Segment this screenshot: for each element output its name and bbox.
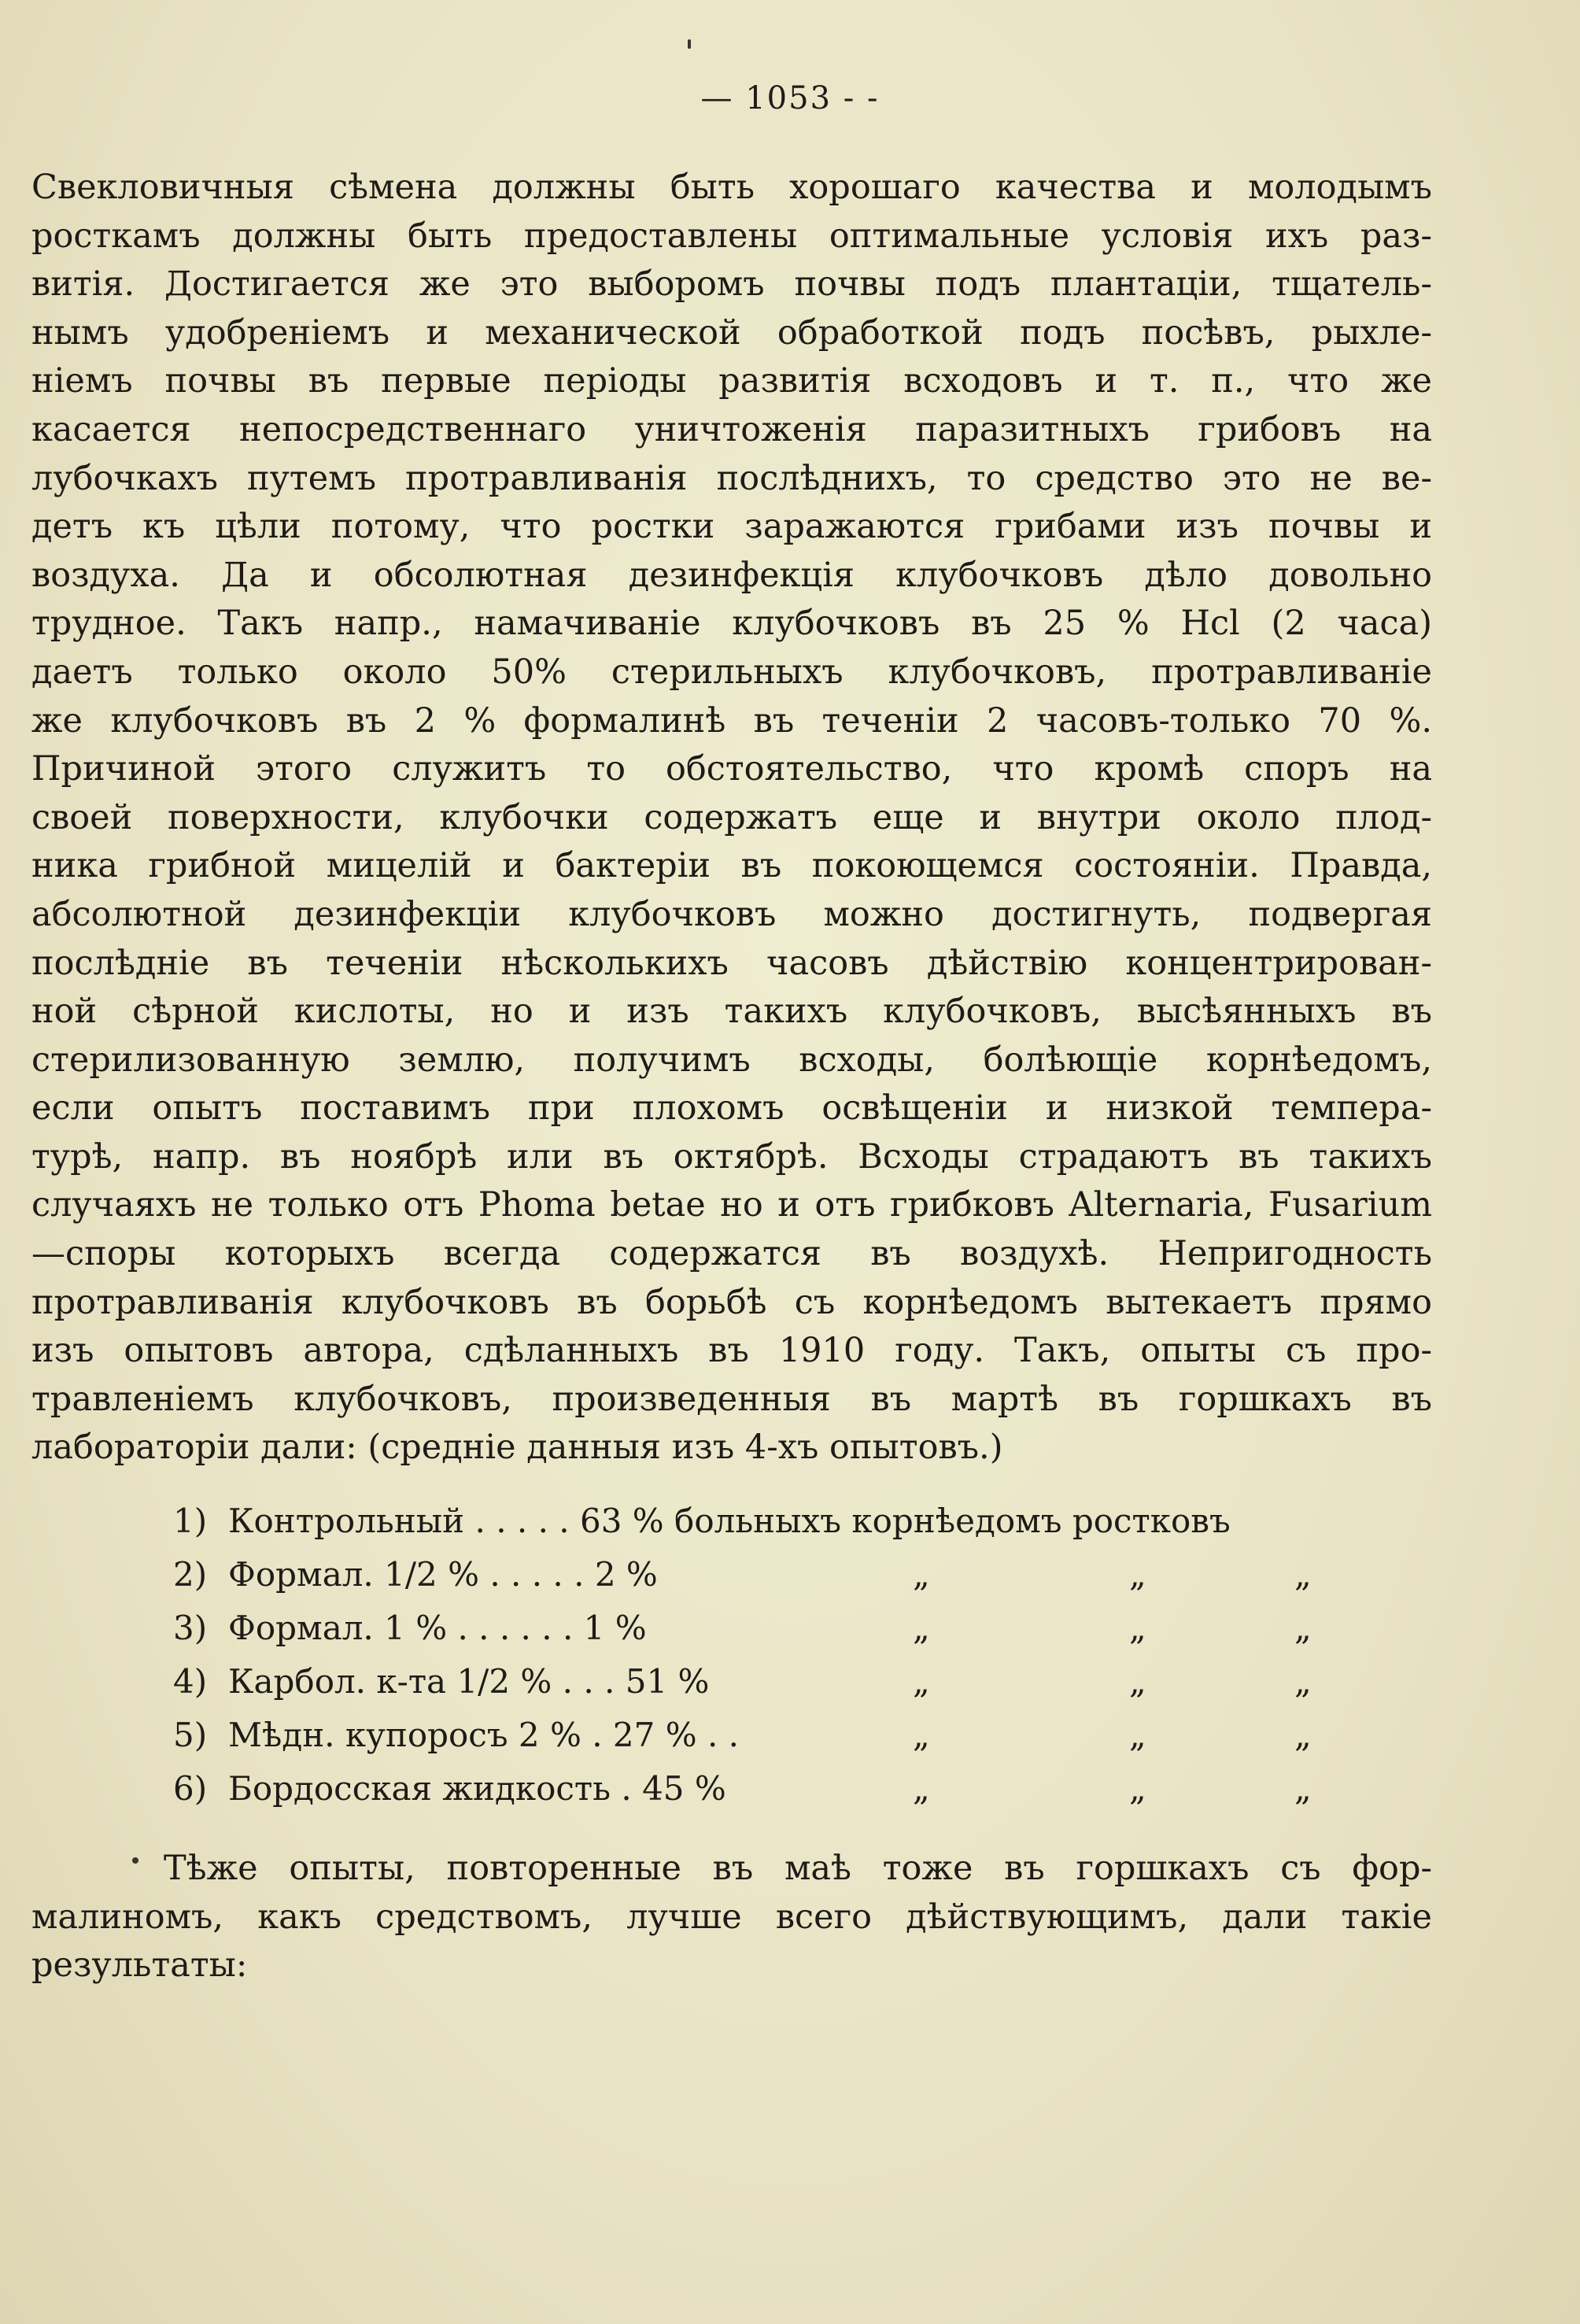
ditto-mark: „ xyxy=(913,1555,930,1594)
ink-speck xyxy=(688,39,691,49)
text-line: же клубочковъ въ 2 % формалинѣ въ теченіи 2 часовъ-только 70 %. xyxy=(31,700,1432,741)
text-line: ной сѣрной кислоты, но и изъ такихъ клубочковъ, высѣянныхъ въ xyxy=(31,992,1432,1032)
text-line: —споры которыхъ всегда содержатся въ воздухѣ. Непригодность xyxy=(31,1234,1432,1274)
text-line: детъ къ цѣли потому, что ростки заражаются грибами изъ почвы и xyxy=(31,507,1432,547)
text-line: малиномъ, какъ средствомъ, лучше всего дѣйствующимъ, дали такіе xyxy=(31,1897,1432,1937)
ditto-mark: „ xyxy=(1129,1716,1146,1754)
ditto-mark: „ xyxy=(1294,1769,1312,1808)
text-line: воздуха. Да и обсолютная дезинфекція клубочковъ дѣло довольно xyxy=(31,555,1432,595)
experiment-row xyxy=(173,1716,1432,1769)
experiment-result: Контрольный . . . . . 63 % больныхъ корнѣедомъ ростковъ xyxy=(228,1502,1231,1540)
text-line: стерилизованную землю, получимъ всходы, болѣющіе корнѣедомъ, xyxy=(31,1040,1432,1080)
ditto-mark: „ xyxy=(1129,1662,1146,1701)
experiment-number: 2) xyxy=(173,1555,208,1594)
ditto-mark: „ xyxy=(913,1716,930,1754)
ditto-mark: „ xyxy=(1294,1609,1312,1647)
ditto-mark: „ xyxy=(1129,1555,1146,1594)
paragraph-main xyxy=(31,164,1432,1472)
text-line: изъ опытовъ автора, сдѣланныхъ въ 1910 году. Такъ, опыты съ про- xyxy=(31,1331,1432,1371)
text-line: росткамъ должны быть предоставлены оптимальные условія ихъ раз- xyxy=(31,216,1432,256)
experiment-result: Бордосская жидкость . 45 % xyxy=(228,1769,726,1808)
experiment-row xyxy=(173,1555,1432,1609)
text-line: лубочкахъ путемъ протравливанія послѣднихъ, то средство это не ве- xyxy=(31,458,1432,498)
text-line: результаты: xyxy=(31,1945,248,1986)
text-line: витія. Достигается же это выборомъ почвы подъ плантаціи, тщатель- xyxy=(31,264,1432,305)
experiment-result: Формал. 1/2 % . . . . . 2 % xyxy=(228,1555,658,1594)
text-line: ника грибной мицелій и бактеріи въ покоющемся состояніи. Правда, xyxy=(31,846,1432,886)
text-line: Тѣже опыты, повторенные въ маѣ тоже въ горшкахъ съ фор- xyxy=(164,1849,1432,1888)
page-number: — 1053 - - xyxy=(700,80,880,116)
text-line: если опытъ поставимъ при плохомъ освѣщеніи и низкой темпера- xyxy=(31,1088,1432,1129)
text-line: Свекловичныя сѣмена должны быть хорошаго качества и молодымъ xyxy=(31,168,1432,207)
text-line: касается непосредственнаго уничтоженія паразитныхъ грибовъ на xyxy=(31,409,1432,449)
text-line: случаяхъ не только отъ Phoma betae но и отъ грибковъ Alternaria, Fusarium xyxy=(31,1185,1432,1225)
text-line: трудное. Такъ напр., намачиваніе клубочковъ въ 25 % Hcl (2 часа) xyxy=(31,604,1432,644)
experiment-number: 3) xyxy=(173,1609,208,1647)
experiment-number: 6) xyxy=(173,1769,208,1808)
experiment-result: Формал. 1 % . . . . . . 1 % xyxy=(228,1609,647,1647)
text-line: абсолютной дезинфекціи клубочковъ можно достигнуть, подвергая xyxy=(31,894,1432,934)
ditto-mark: „ xyxy=(1294,1555,1312,1594)
text-line: Причиной этого служитъ то обстоятельство, что кромѣ споръ на xyxy=(31,749,1432,789)
text-line: травленіемъ клубочковъ, произведенныя въ мартѣ въ горшкахъ въ xyxy=(31,1379,1432,1419)
ditto-mark: „ xyxy=(1129,1609,1146,1647)
experiment-result: Карбол. к-та 1/2 % . . . 51 % xyxy=(228,1662,710,1701)
experiment-row xyxy=(173,1609,1432,1662)
ditto-mark: „ xyxy=(913,1662,930,1701)
experiment-number: 4) xyxy=(173,1662,208,1701)
text-line: турѣ, напр. въ ноябрѣ или въ октябрѣ. Всходы страдаютъ въ такихъ xyxy=(31,1136,1432,1177)
text-line: даетъ только около 50% стерильныхъ клубочковъ, протравливаніе xyxy=(31,652,1432,692)
ditto-mark: „ xyxy=(1129,1769,1146,1808)
text-line: своей поверхности, клубочки содержатъ еще и внутри около плод- xyxy=(31,797,1432,837)
text-line: протравливанія клубочковъ въ борьбѣ съ корнѣедомъ вытекаетъ прямо xyxy=(31,1282,1432,1322)
paragraph-second xyxy=(31,1845,1432,1990)
ditto-mark: „ xyxy=(913,1609,930,1647)
experiment-number: 1) xyxy=(173,1502,208,1540)
ink-speck xyxy=(132,1857,138,1864)
ditto-mark: „ xyxy=(1294,1662,1312,1701)
experiment-row xyxy=(173,1662,1432,1716)
ditto-mark: „ xyxy=(1294,1716,1312,1754)
experiment-row xyxy=(173,1502,1432,1555)
experiment-row xyxy=(173,1769,1432,1823)
experiment-result: Мѣдн. купоросъ 2 % . 27 % . . xyxy=(228,1716,740,1754)
text-line: послѣдніе въ теченіи нѣсколькихъ часовъ дѣйствію концентрирован- xyxy=(31,943,1432,983)
text-line: нымъ удобреніемъ и механической обработкой подъ посѣвъ, рыхле- xyxy=(31,312,1432,353)
experiment-number: 5) xyxy=(173,1716,208,1754)
text-line: ніемъ почвы въ первые періоды развитія всходовъ и т. п., что же xyxy=(31,361,1432,401)
ditto-mark: „ xyxy=(913,1769,930,1808)
experiment-results-list xyxy=(173,1502,1432,1823)
text-line: лабораторіи дали: (средніе данныя изъ 4-хъ опытовъ.) xyxy=(31,1428,1003,1468)
